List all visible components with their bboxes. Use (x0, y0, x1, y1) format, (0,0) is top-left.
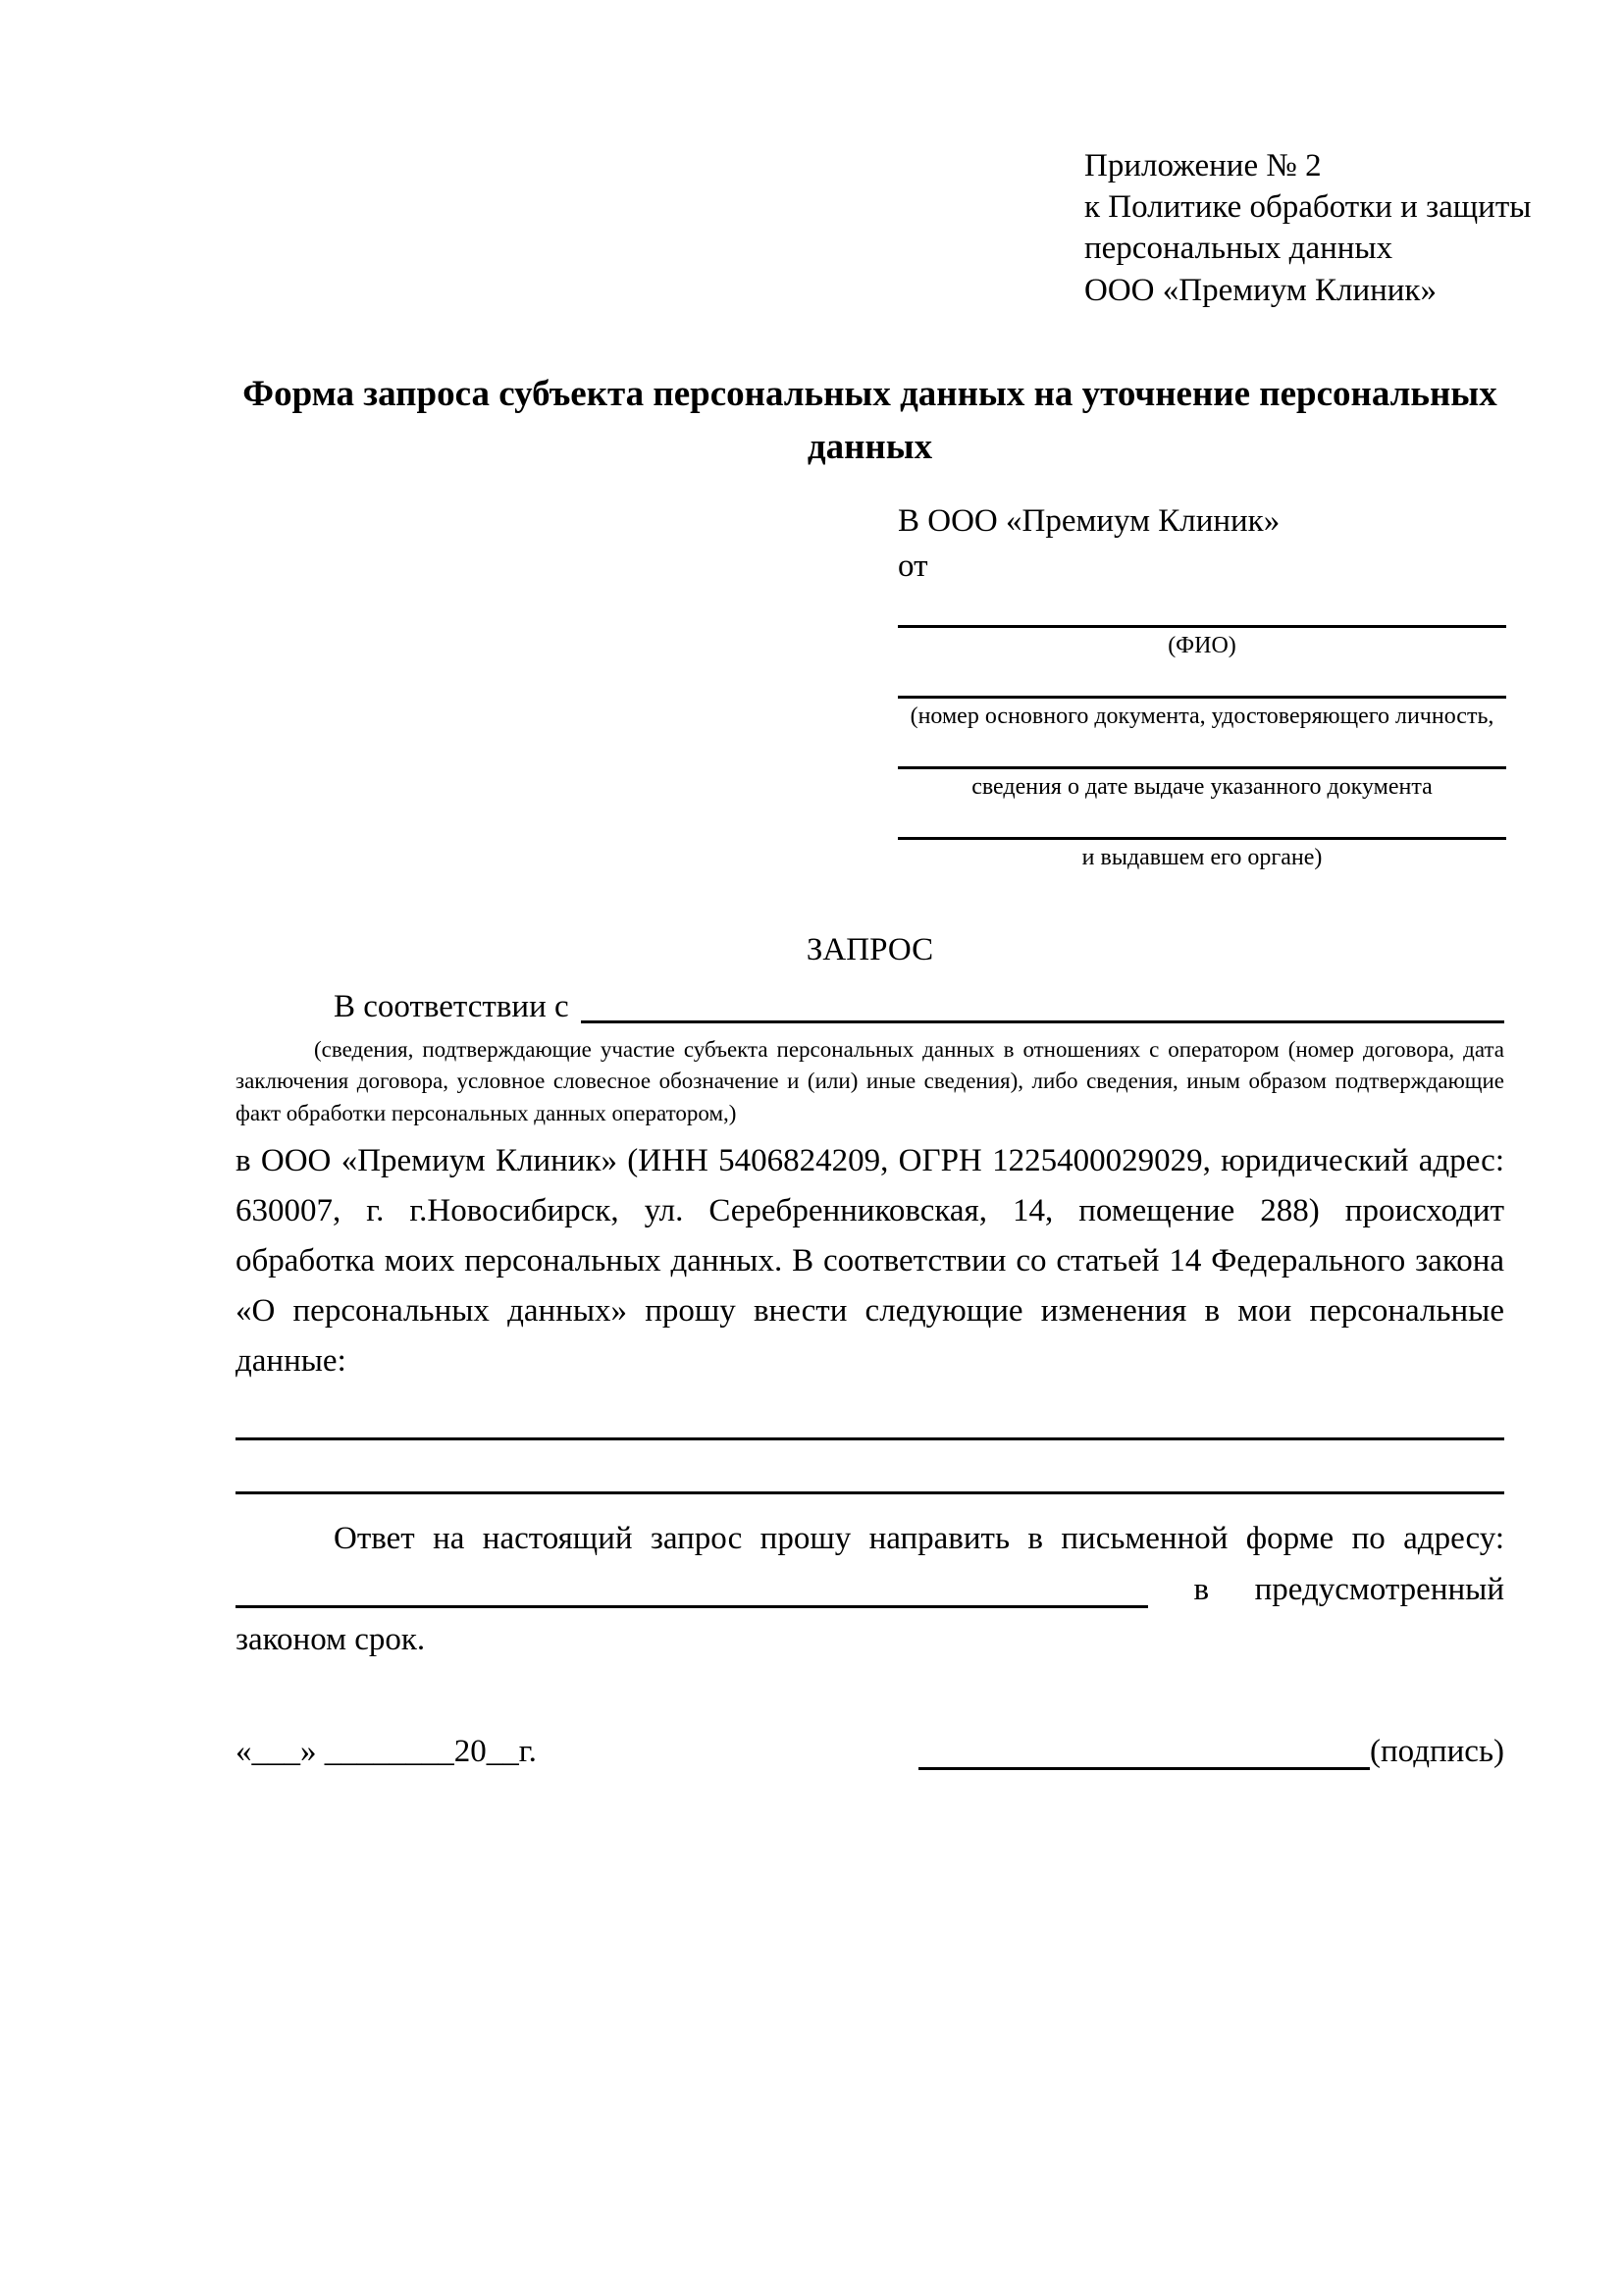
appendix-header (1084, 145, 1532, 311)
signature-block (918, 1727, 1504, 1777)
reply-sentence-end: законом срок. (236, 1622, 426, 1658)
fio-field (898, 596, 1506, 660)
issuing-authority-field-label: и выдавшем его органе) (1081, 844, 1323, 870)
request-body: в ООО «Премиум Клиник» (ИНН 5406824209, ОГРН 1225400029029, юридический адрес: 630007, г. г.Новосибирск, ул. Серебренниковская, 14, помещение 288) происходит обработка моих персональных данных. В соответствии со статьей 14 Федерального закона «О персональных данных» прошу внести следующие изменения в мои персональные данные: (236, 1142, 1504, 1380)
issue-date-fill-line (898, 737, 1506, 769)
reply-address-line (236, 1564, 1504, 1615)
basis-footnote: (сведения, подтверждающие участие субъекта персональных данных в отношениях с оператором (номер договора, дата заключения договора, условное словесное обозначение и (или) иные сведения), либо сведения, иным образом подтверждающие факт обработки персональных данных оператором,) (236, 1036, 1504, 1125)
changes-fill-line (236, 1386, 1504, 1440)
appendix-header-line: персональных данных (1084, 231, 1393, 267)
reply-sentence: Ответ на настоящий запрос прошу направить в письменной форме по адресу: (334, 1521, 1504, 1557)
reply-address-fill-line (236, 1604, 1148, 1608)
issuing-authority-field (898, 808, 1506, 872)
signature-label: (подпись) (1370, 1733, 1504, 1769)
changes-fill-line (236, 1440, 1504, 1494)
basis-fill-line (581, 1020, 1504, 1023)
document-number-field (898, 666, 1506, 731)
addressee-organization: В ООО «Премиум Клиник» (898, 503, 1281, 540)
document-number-field-label: (номер основного документа, удостоверяющего личность, (910, 703, 1494, 729)
reply-word: предусмотренный (1254, 1572, 1504, 1608)
appendix-header-line: ООО «Премиум Клиник» (1084, 272, 1437, 308)
fio-field-label: (ФИО) (1168, 632, 1236, 658)
request-heading: ЗАПРОС (806, 931, 934, 967)
addressee-block (898, 498, 1506, 871)
fio-fill-line (898, 596, 1506, 628)
signature-fill-line (918, 1766, 1370, 1770)
document-number-fill-line (898, 666, 1506, 699)
signature-row (236, 1727, 1504, 1777)
appendix-header-line: Приложение № 2 (1084, 148, 1322, 183)
addressee-from-label: от (898, 548, 928, 585)
issue-date-field-label: сведения о дате выдаче указанного документа (971, 773, 1433, 800)
document-title: Форма запроса субъекта персональных данных на уточнение персональных данных (242, 373, 1497, 467)
appendix-header-line: к Политике обработки и защиты (1084, 189, 1532, 226)
date-blank: «___» ________20__г. (236, 1733, 537, 1769)
issuing-authority-fill-line (898, 808, 1506, 840)
basis-line (236, 984, 1504, 1029)
issue-date-field (898, 737, 1506, 802)
basis-prefix: В соответствии с (334, 989, 569, 1025)
reply-word: в (1193, 1572, 1210, 1608)
